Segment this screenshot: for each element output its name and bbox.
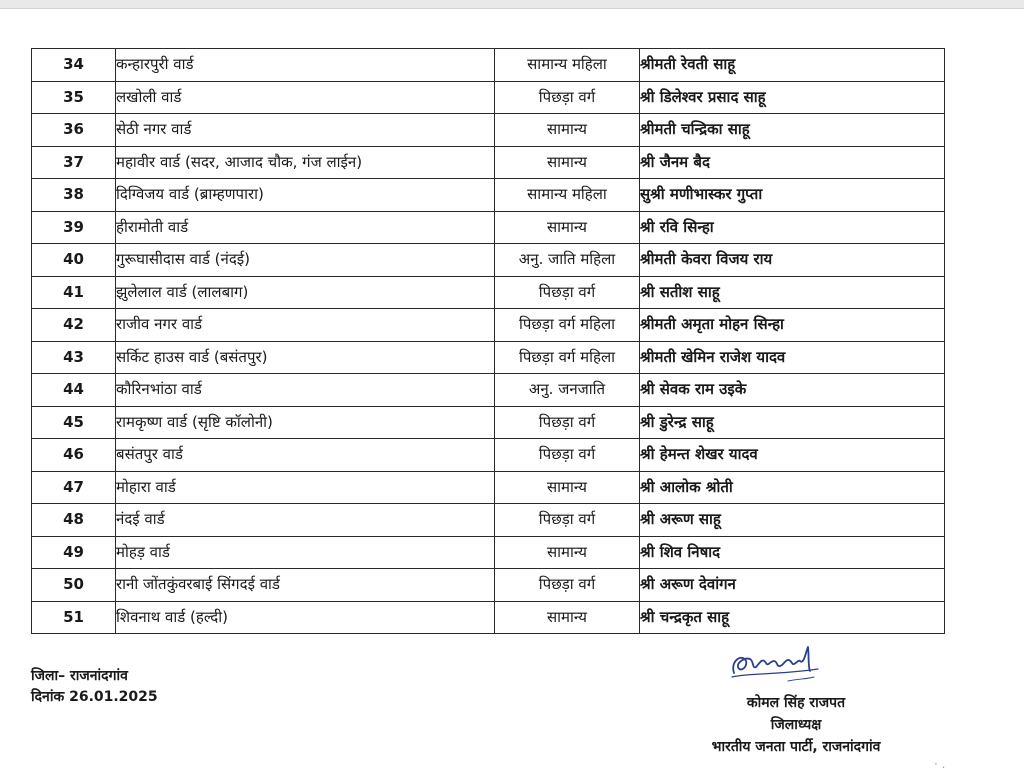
ward-number: 34 [32,49,116,82]
ward-name: रामकृष्ण वार्ड (सृष्टि कॉलोनी) [116,406,495,439]
footer-left [31,666,158,708]
ward-number: 38 [32,179,116,212]
table-row [32,471,945,504]
ward-number: 43 [32,341,116,374]
ward-number: 51 [32,601,116,634]
reservation-category: पिछड़ा वर्ग [495,504,640,537]
reservation-category: सामान्य [495,146,640,179]
reservation-category: सामान्य [495,114,640,147]
ward-number: 36 [32,114,116,147]
ward-name: मोहारा वार्ड [116,471,495,504]
window-top-bar [0,0,1024,9]
table-row [32,179,945,212]
candidate-name: श्री सेवक राम उइके [640,374,945,407]
ward-number: 49 [32,536,116,569]
ward-name: दिग्विजय वार्ड (ब्राम्हणपारा) [116,179,495,212]
reservation-category: सामान्य महिला [495,49,640,82]
signatory-name: कोमल सिंह राजपत [746,695,846,711]
reservation-category: पिछड़ा वर्ग महिला [495,309,640,342]
ward-name: राजीव नगर वार्ड [116,309,495,342]
ward-name: बसंतपुर वार्ड [116,439,495,472]
faint-mark: · . [934,757,946,771]
reservation-category: अनु. जनजाति [495,374,640,407]
ward-name: रानी जोंतकुंवरबाई सिंगदई वार्ड [116,569,495,602]
district-label: जिला– राजनांदगांव [31,668,128,684]
table-row [32,49,945,82]
reservation-category: सामान्य [495,601,640,634]
reservation-category: सामान्य [495,211,640,244]
table-row [32,504,945,537]
ward-number: 40 [32,244,116,277]
candidate-name: श्रीमती रेवती साहू [640,49,945,82]
candidate-name: सुश्री मणीभास्कर गुप्ता [640,179,945,212]
ward-number: 46 [32,439,116,472]
reservation-category: पिछड़ा वर्ग [495,81,640,114]
reservation-category: सामान्य महिला [495,179,640,212]
candidate-name: श्रीमती खेमिन राजेश यादव [640,341,945,374]
table-row [32,211,945,244]
signatory-title: जिलाध्यक्ष [770,717,822,733]
reservation-category: सामान्य [495,536,640,569]
table-row [32,309,945,342]
reservation-category: पिछड़ा वर्ग [495,439,640,472]
ward-name: लखोली वार्ड [116,81,495,114]
ward-number: 47 [32,471,116,504]
ward-number: 42 [32,309,116,342]
table-row [32,276,945,309]
ward-name: मोहड़ वार्ड [116,536,495,569]
candidate-name: श्री हेमन्त शेखर यादव [640,439,945,472]
signature-image [728,643,824,687]
ward-name: सर्किट हाउस वार्ड (बसंतपुर) [116,341,495,374]
table-row [32,536,945,569]
ward-name: कन्हारपुरी वार्ड [116,49,495,82]
table-row [32,569,945,602]
table-row [32,406,945,439]
candidate-name: श्री जैनम बैद [640,146,945,179]
reservation-category: सामान्य [495,471,640,504]
ward-candidate-table [31,48,945,634]
candidate-name: श्री सतीश साहू [640,276,945,309]
candidate-name: श्री शिव निषाद [640,536,945,569]
candidate-name: श्रीमती केवरा विजय राय [640,244,945,277]
ward-number: 45 [32,406,116,439]
candidate-name: श्री डुरेन्द्र साहू [640,406,945,439]
ward-name: सेठी नगर वार्ड [116,114,495,147]
candidate-name: श्री डिलेश्वर प्रसाद साहू [640,81,945,114]
table-row [32,341,945,374]
reservation-category: पिछड़ा वर्ग [495,406,640,439]
candidate-name: श्री अरूण साहू [640,504,945,537]
table-row [32,374,945,407]
ward-number: 39 [32,211,116,244]
reservation-category: पिछड़ा वर्ग [495,276,640,309]
date-label: दिनांक 26.01.2025 [31,689,158,705]
ward-name: शिवनाथ वार्ड (हल्दी) [116,601,495,634]
ward-name: हीरामोती वार्ड [116,211,495,244]
candidate-name: श्री चन्द्रकृत साहू [640,601,945,634]
candidate-name: श्री आलोक श्रोती [640,471,945,504]
candidate-name: श्रीमती चन्द्रिका साहू [640,114,945,147]
ward-number: 50 [32,569,116,602]
candidate-name: श्री रवि सिन्हा [640,211,945,244]
ward-name: नंदई वार्ड [116,504,495,537]
ward-name: गुरूघासीदास वार्ड (नंदई) [116,244,495,277]
ward-name: कौरिनभांठा वार्ड [116,374,495,407]
reservation-category: पिछड़ा वर्ग महिला [495,341,640,374]
ward-name: महावीर वार्ड (सदर, आजाद चौक, गंज लाईन) [116,146,495,179]
candidate-name: श्री अरूण देवांगन [640,569,945,602]
ward-number: 41 [32,276,116,309]
signatory-block [676,692,916,758]
candidate-name: श्रीमती अमृता मोहन सिन्हा [640,309,945,342]
table-row [32,244,945,277]
table-row [32,146,945,179]
ward-number: 37 [32,146,116,179]
table-row [32,81,945,114]
table-row [32,601,945,634]
signatory-org: भारतीय जनता पार्टी, राजनांदगांव [711,739,881,755]
ward-number: 44 [32,374,116,407]
ward-name: झुलेलाल वार्ड (लालबाग) [116,276,495,309]
ward-number: 48 [32,504,116,537]
table-row [32,439,945,472]
table-row [32,114,945,147]
ward-number: 35 [32,81,116,114]
reservation-category: पिछड़ा वर्ग [495,569,640,602]
reservation-category: अनु. जाति महिला [495,244,640,277]
